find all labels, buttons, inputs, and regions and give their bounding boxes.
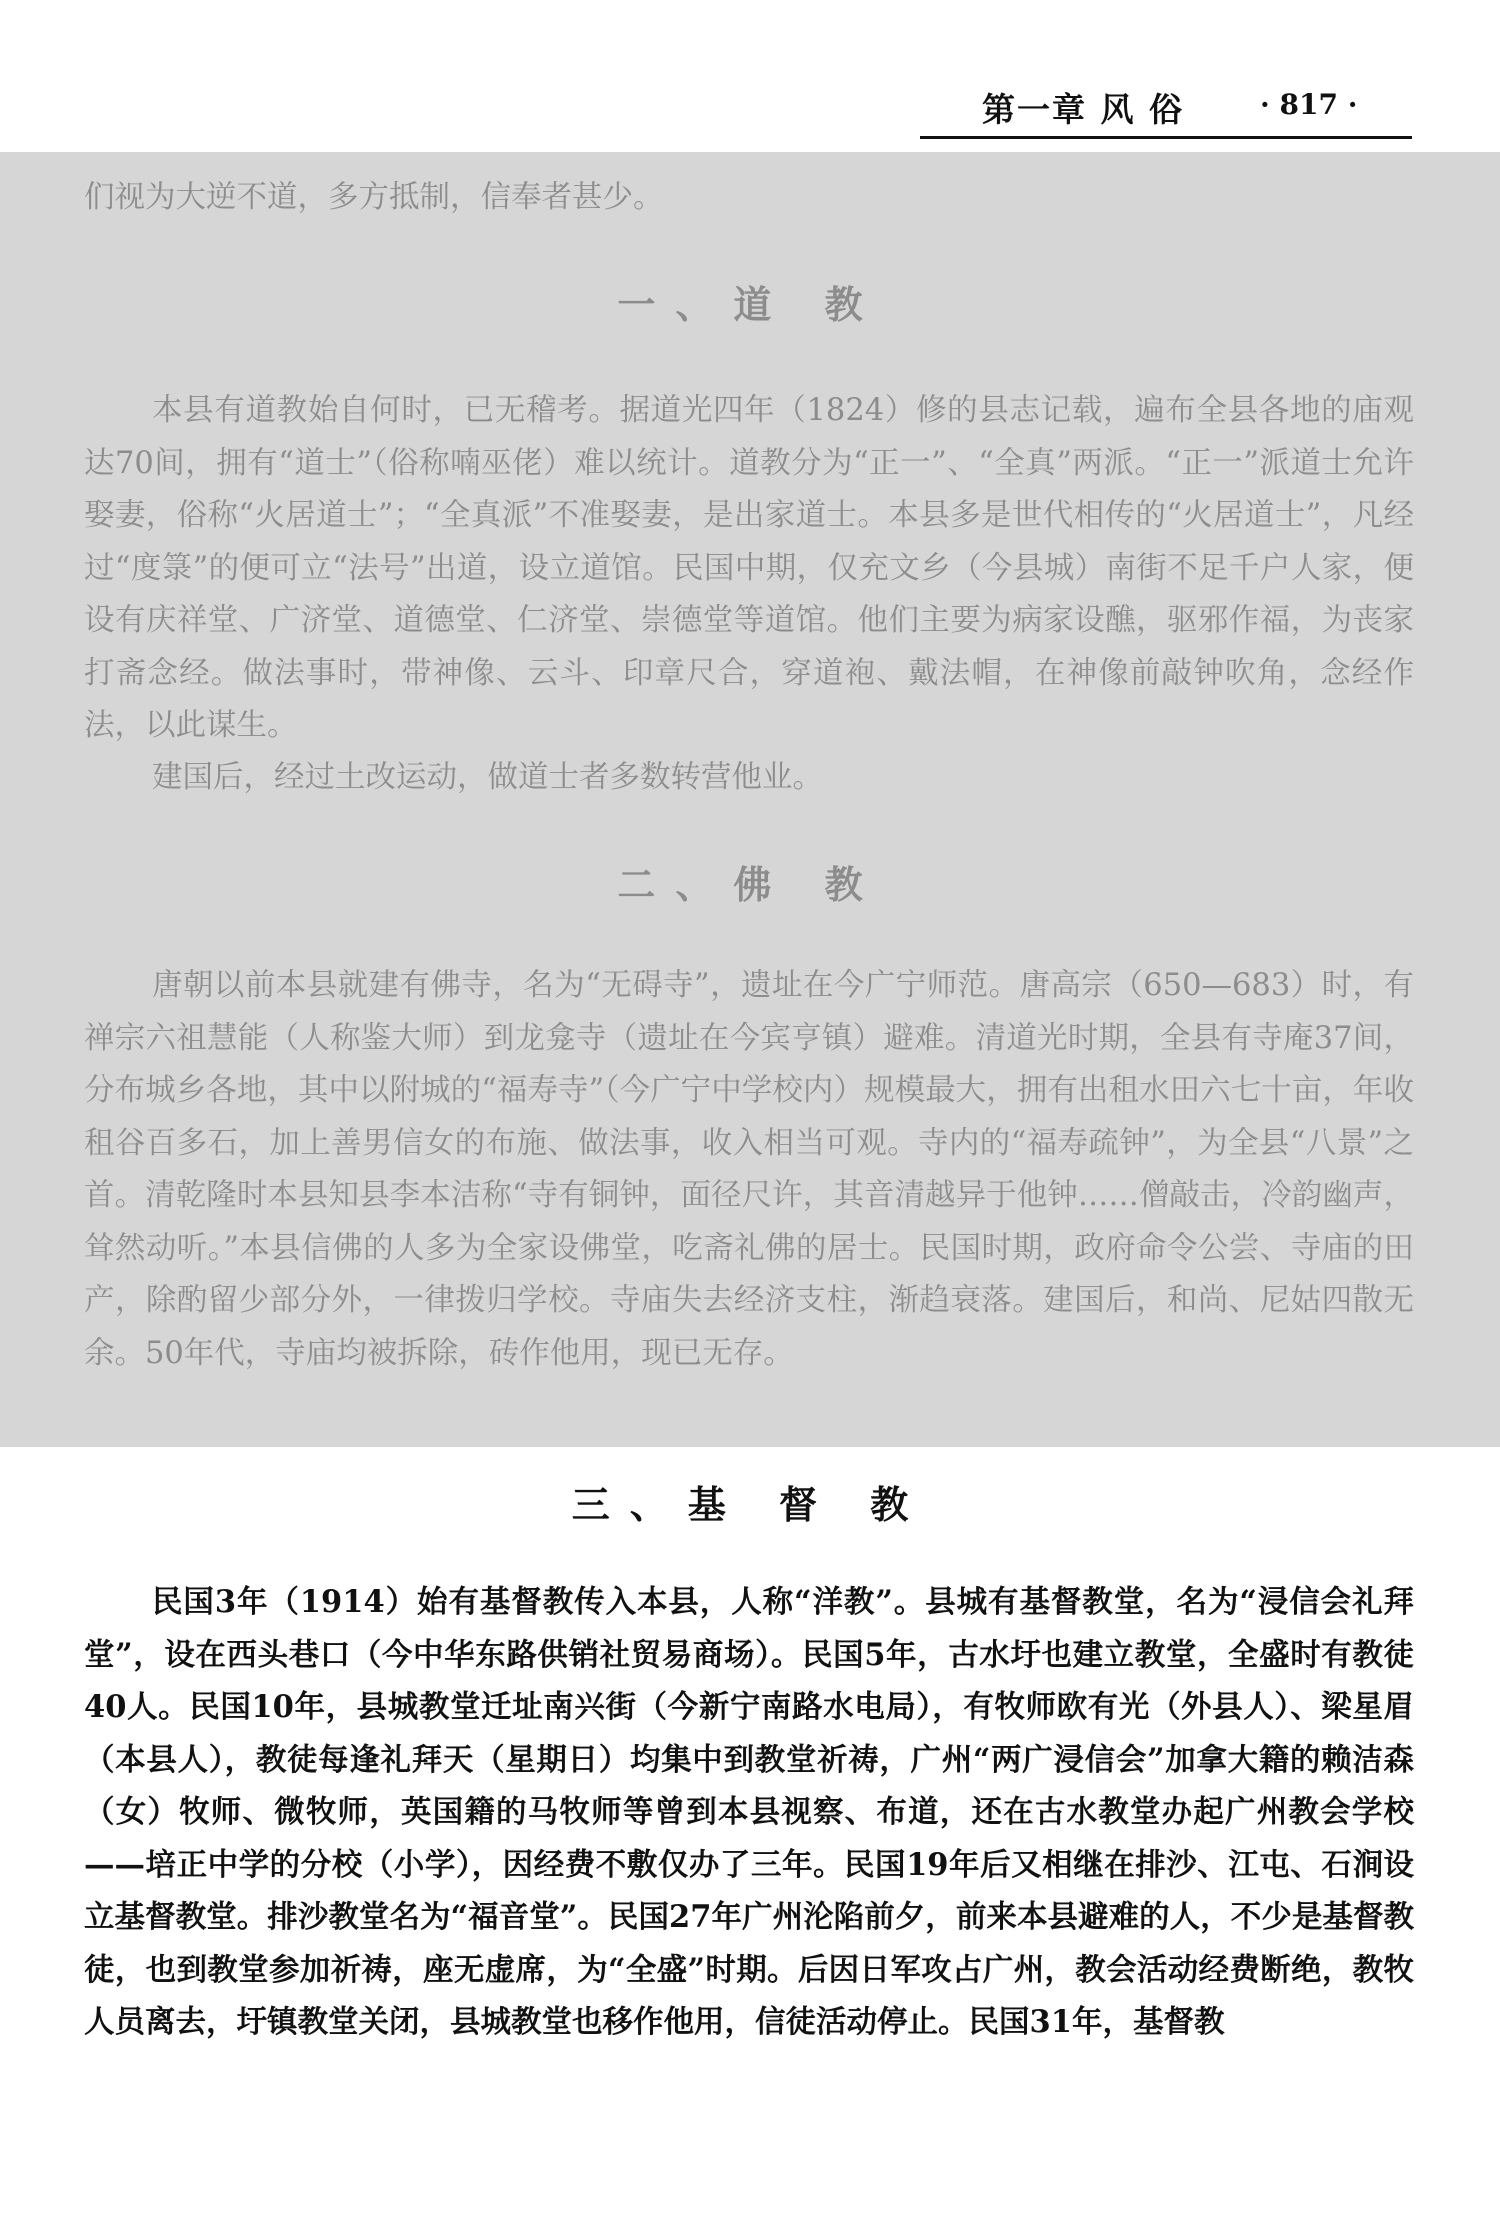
christianity-paragraph-1: 民国3年（1914）始有基督教传入本县，人称“洋教”。县城有基督教堂，名为“浸信会礼拜堂”，设在西头巷口（今中华东路供销社贸易商场）。民国5年，古水圩也建立教堂，全盛时有教徒40人。民国10年，县城教堂迁址南兴街（今新宁南路水电局），有牧师欧有光（外县人）、梁星眉（本县人），教徒每逢礼拜天（星期日）均集中到教堂祈祷，广州“两广浸信会”加拿大籍的赖洁森（女）牧师、微牧师，英国籍的马牧师等曾到本县视察、布道，还在古水教堂办起广州教会学校——培正中学的分校（小学），因经费不敷仅办了三年。民国19年后又相继在排沙、江屯、石涧设立基督教堂。排沙教堂名为“福音堂”。民国27年广州沦陷前夕，前来本县避难的人，不少是基督教徒，也到教堂参加祈祷，座无虚席，为“全盛”时期。后因日军攻占广州，教会活动经费断绝，教牧人员离去，圩镇教堂关闭，县城教堂也移作他用，信徒活动停止。民国31年，基督教 [84,1584,1414,2040]
taoism-paragraph-2: 建国后，经过土改运动，做道士者多数转营他业。 [152,760,823,795]
section-heading-christianity: 三、基 督 教 [571,1482,929,1527]
section-heading-taoism: 一、道 教 [617,282,883,327]
intro-paragraph: 们视为大逆不道，多方抵制，信奉者甚少。 [84,180,664,215]
page-number: · 817 · [1260,88,1358,121]
chapter-title: 第一章 风 俗 [982,90,1184,129]
buddhism-paragraph-1: 唐朝以前本县就建有佛寺，名为“无碍寺”，遗址在今广宁师范。唐高宗（650—683）时，有禅宗六祖慧能（人称鉴大师）到龙龛寺（遗址在今宾亨镇）避难。清道光时期，全县有寺庵37间，分布城乡各地，其中以附城的“福寿寺”（今广宁中学校内）规模最大，拥有出租水田六七十亩，年收租谷百多石，加上善男信女的布施、做法事，收入相当可观。寺内的“福寿疏钟”，为全县“八景”之首。清乾隆时本县知县李本洁称“寺有铜钟，面径尺许，其音清越异于他钟……僧敲击，冷韵幽声，耸然动听。”本县信佛的人多为全家设佛堂，吃斋礼佛的居士。民国时期，政府命令公尝、寺庙的田产，除酌留少部分外，一律拨归学校。寺庙失去经济支柱，渐趋衰落。建国后，和尚、尼姑四散无余。50年代，寺庙均被拆除，砖作他用，现已无存。 [84,968,1414,1371]
page-header [920,80,1412,139]
section-heading-buddhism: 二、佛 教 [617,862,883,907]
taoism-paragraph-1: 本县有道教始自何时，已无稽考。据道光四年（1824）修的县志记载，遍布全县各地的庙观达70间，拥有“道士”（俗称喃巫佬）难以统计。道教分为“正一”、“全真”两派。“正一”派道士允许娶妻，俗称“火居道士”；“全真派”不准娶妻，是出家道士。本县多是世代相传的“火居道士”，凡经过“度箓”的便可立“法号”出道，设立道馆。民国中期，仅充文乡（今县城）南街不足千户人家，便设有庆祥堂、广济堂、道德堂、仁济堂、崇德堂等道馆。他们主要为病家设醮，驱邪作福，为丧家打斋念经。做法事时，带神像、云斗、印章尺合，穿道袍、戴法帽，在神像前敲钟吹角，念经作法，以此谋生。 [84,393,1414,743]
